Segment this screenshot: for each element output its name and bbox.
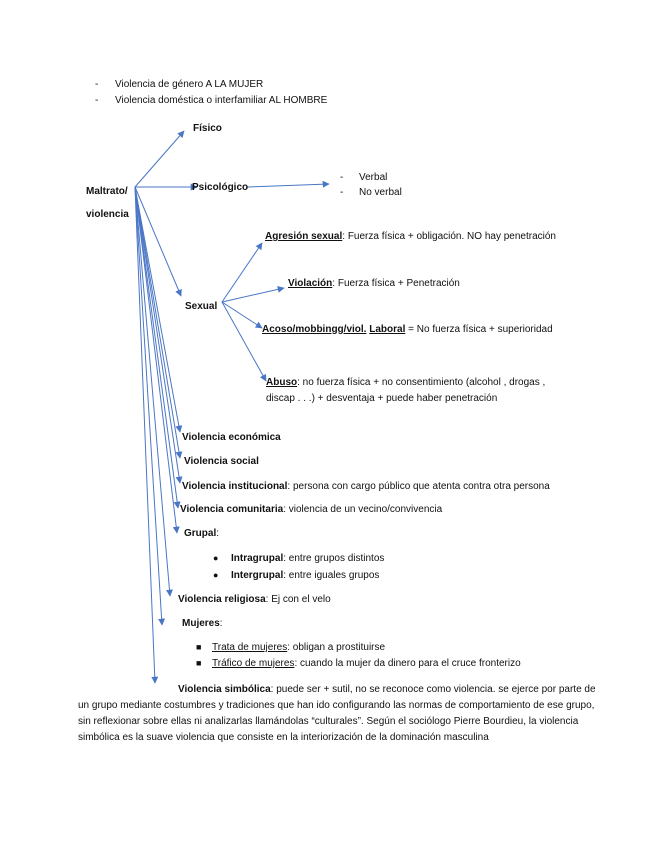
arrow-grupal: [135, 187, 177, 533]
node-comunitaria: [180, 503, 442, 516]
abuso-desc1: : no fuerza física + no consentimiento (alcohol , drogas ,: [297, 377, 546, 388]
mujeres-colon: :: [219, 618, 223, 629]
acoso-term2: Laboral: [369, 324, 406, 335]
acoso-term: Acoso/mobbingg/viol.: [262, 324, 367, 335]
node-grupal: [184, 527, 219, 540]
root-label-line1: Maltrato/: [86, 186, 128, 197]
root-label-line2: violencia: [86, 209, 129, 220]
node-fisico: Físico: [193, 123, 222, 134]
acoso-desc: = No fuerza física + superioridad: [405, 324, 553, 335]
simbolica-desc: : puede ser + sutil, no se reconoce como violencia. se ejerce por parte de un grupo mediante costumbres y tradiciones que han ido configurando las normas de comportamiento de ese grupo, sin reflexionar sobre ellas ni analizarlas llamándolas “culturales”. Según el sociólogo Pierre Bourdieu, la violencia simbólica es la suave violencia que consiste en la interiorización de la dominación masculina: [78, 684, 596, 743]
intro-item-2: Violencia doméstica o interfamiliar AL HOMBRE: [115, 95, 328, 106]
arrow-religiosa: [135, 187, 170, 596]
simbolica-paragraph: [78, 682, 598, 746]
arrow-violacion: [222, 288, 284, 302]
intragrupal-term: Intragrupal: [231, 553, 284, 564]
agresion-desc: : Fuerza física + obligación. NO hay penetración: [342, 231, 556, 242]
arrow-fisico: [135, 131, 184, 187]
trafico-desc: : cuando la mujer da dinero para el cruce fronterizo: [294, 658, 521, 669]
violacion-term: Violación: [288, 278, 333, 289]
intro-item-1: Violencia de género A LA MUJER: [115, 79, 264, 90]
intro-dash-2: -: [95, 95, 99, 106]
mujeres-item-trata: [212, 641, 385, 654]
sexual-violacion: [288, 277, 460, 290]
arrow-economica: [135, 187, 180, 432]
sexual-acoso: [262, 323, 553, 336]
psico-item-noverbal: No verbal: [359, 187, 402, 198]
institucional-term: Violencia institucional: [182, 481, 288, 492]
intro-dash-1: -: [95, 79, 99, 90]
grupal-label: Grupal: [184, 528, 217, 539]
trata-term: Trata de mujeres: [212, 642, 288, 653]
node-social: Violencia social: [184, 456, 259, 467]
trafico-term: Tráfico de mujeres: [212, 658, 295, 669]
node-economica: Violencia económica: [182, 432, 281, 443]
arrow-abuso: [222, 302, 266, 381]
psico-item-verbal: Verbal: [359, 172, 388, 183]
mujeres-label: Mujeres: [182, 618, 220, 629]
psico-dash-1: -: [340, 172, 344, 183]
psico-dash-2: -: [340, 187, 344, 198]
intergrupal-term: Intergrupal: [231, 570, 284, 581]
node-sexual: Sexual: [185, 301, 218, 312]
intergrupal-desc: : entre iguales grupos: [283, 570, 380, 581]
religiosa-term: Violencia religiosa: [178, 594, 266, 605]
trata-desc: : obligan a prostituirse: [287, 642, 386, 653]
arrow-social: [135, 187, 180, 458]
institucional-desc: : persona con cargo público que atenta contra otra persona: [287, 481, 550, 492]
mujeres-bullet-2: ■: [196, 658, 202, 668]
grupal-bullet-2: ●: [213, 570, 219, 580]
node-psicologico: Psicológico: [192, 182, 249, 193]
agresion-term: Agresión sexual: [265, 231, 343, 242]
comunitaria-desc: : violencia de un vecino/convivencia: [283, 504, 443, 515]
grupal-colon: :: [216, 528, 220, 539]
grupal-item-intragrupal: [231, 552, 384, 565]
node-mujeres: [182, 617, 223, 630]
religiosa-desc: : Ej con el velo: [265, 594, 331, 605]
arrow-institucional: [135, 187, 180, 483]
arrow-psico-list: [247, 184, 329, 187]
node-religiosa: [178, 593, 331, 606]
arrow-acoso: [222, 302, 262, 328]
arrow-agresion: [222, 243, 262, 302]
grupal-item-intergrupal: [231, 569, 379, 582]
abuso-term: Abuso: [266, 377, 298, 388]
abuso-desc2: discap . . .) + desventaja + puede haber penetración: [266, 393, 498, 404]
mujeres-bullet-1: ■: [196, 642, 202, 652]
intragrupal-desc: : entre grupos distintos: [283, 553, 385, 564]
node-institucional: [182, 480, 550, 493]
sexual-agresion: [265, 230, 556, 243]
comunitaria-term: Violencia comunitaria: [180, 504, 284, 515]
arrow-mujeres: [135, 187, 162, 625]
mujeres-item-trafico: [212, 657, 521, 670]
grupal-bullet-1: ●: [213, 553, 219, 563]
violacion-desc: : Fuerza física + Penetración: [332, 278, 460, 289]
sexual-abuso: [266, 376, 545, 389]
simbolica-term: Violencia simbólica: [178, 684, 271, 695]
